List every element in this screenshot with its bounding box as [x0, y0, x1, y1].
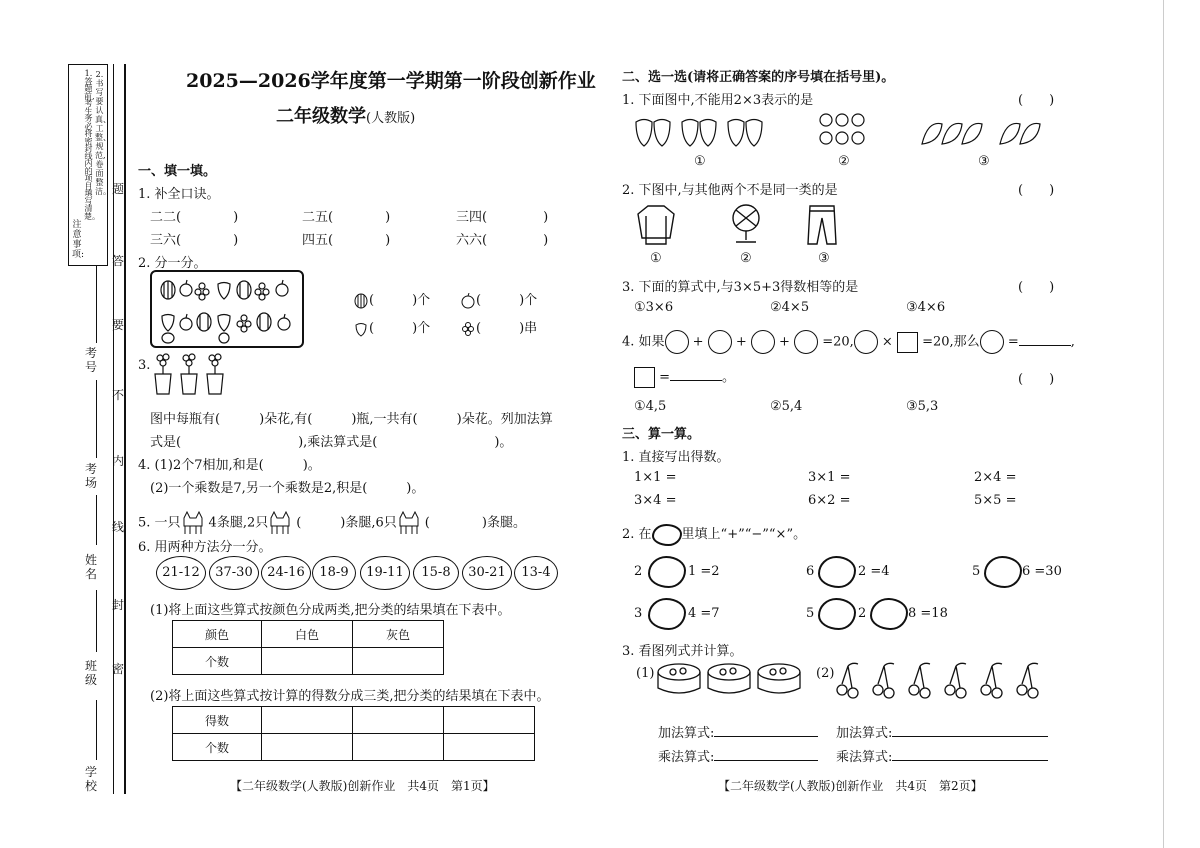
- notice-line-2: 2.书写要认真、工整、规范,卷面整洁。: [95, 70, 111, 196]
- watermelon-icon: [353, 293, 369, 309]
- c4-question: 4. 如果 + + + =20, × =20,那么 = ,: [622, 330, 1075, 354]
- c2-mark-1: ①: [650, 251, 662, 266]
- circle-shape: [751, 330, 775, 354]
- q4-part-1: 4. (1)2个7相加,和是( )。: [138, 458, 321, 473]
- result-table-cell[interactable]: [444, 734, 535, 761]
- c3-answer-paren[interactable]: ( ): [1018, 280, 1055, 295]
- field-xingming: 姓名: [84, 553, 97, 581]
- a3-1-multiplication-blank[interactable]: [714, 748, 818, 761]
- page-2-footer: 【二年级数学(人教版)创新作业 共4页 第2页】: [718, 779, 983, 793]
- cloud-shape: [652, 524, 682, 546]
- tomatoes-illustration: [818, 110, 878, 148]
- a2-blank-cloud[interactable]: [870, 598, 908, 630]
- q6-expr-5: 19-11: [360, 556, 410, 590]
- a3-2-multiplication: 乘法算式:: [836, 746, 1048, 765]
- section-3-heading: 三、算一算。: [622, 427, 701, 442]
- c3-option-3: ③4×6: [906, 300, 946, 315]
- c4-option-3: ③5,3: [906, 399, 939, 414]
- apple-icon: [460, 293, 476, 309]
- a2-heading: 2. 在 里填上“+”“−”“×”。: [622, 523, 806, 546]
- grape-icon: [460, 321, 476, 337]
- a2-row2-item1-left: 3: [634, 606, 643, 621]
- q2-grape-row: ( )串: [460, 317, 537, 337]
- a2-blank-cloud[interactable]: [818, 598, 856, 630]
- c2-answer-paren[interactable]: ( ): [1018, 183, 1055, 198]
- q1-item-4: 三六( ): [150, 233, 239, 248]
- q1-item-2: 二五( ): [302, 210, 391, 225]
- page-subtitle: [276, 102, 415, 128]
- color-table-header-gray: 灰色: [353, 621, 444, 648]
- q6-expr-3: 24-16: [261, 556, 311, 590]
- q2-strawberry-row: ( )个: [353, 317, 430, 337]
- result-table-row-result: 得数: [173, 707, 262, 734]
- q6-heading: 6. 用两种方法分一分。: [138, 540, 272, 555]
- a2-blank-cloud[interactable]: [984, 556, 1022, 588]
- a2-row1-item1-right: 1 =2: [688, 564, 720, 579]
- circle-shape: [794, 330, 818, 354]
- result-table-cell[interactable]: [262, 734, 353, 761]
- cat-icon: [181, 510, 209, 536]
- field-kaochang: 考场: [84, 462, 97, 490]
- a3-1-multiplication: 乘法算式:: [658, 746, 818, 765]
- c1-mark-3: ③: [978, 154, 990, 169]
- a1-item-6: 5×5 =: [974, 493, 1017, 508]
- q1-item-5: 四五( ): [302, 233, 391, 248]
- seal-char-1: 题: [111, 182, 124, 196]
- q5-row: 5. 一只 4条腿,2只 ( )条腿,6只 ( )条腿。: [138, 510, 526, 536]
- c4-option-2: ②5,4: [770, 399, 803, 414]
- q6-expr-6: 15-8: [413, 556, 459, 590]
- field-kaohao: 考号: [84, 346, 97, 374]
- seal-line-left: [113, 64, 114, 794]
- a1-item-3: 2×4 =: [974, 470, 1017, 485]
- c3-option-2: ②4×5: [770, 300, 810, 315]
- result-table-cell[interactable]: [353, 707, 444, 734]
- subtitle-edition: (人教版): [366, 111, 416, 126]
- c1-mark-2: ②: [838, 154, 850, 169]
- q6-expr-1: 21-12: [156, 556, 206, 590]
- a2-row2-item2-mid: 2: [858, 606, 867, 621]
- color-table-row-count: 个数: [173, 648, 262, 675]
- field-line-banji: [96, 590, 97, 652]
- q6-expr-7: 30-21: [462, 556, 512, 590]
- a2-blank-cloud[interactable]: [818, 556, 856, 588]
- a3-part-2-label: (2): [816, 666, 835, 681]
- a1-item-5: 6×2 =: [808, 493, 851, 508]
- page-title: 2025—2026学年度第一学期第一阶段创新作业: [186, 70, 596, 92]
- color-table-cell[interactable]: [353, 648, 444, 675]
- field-banji: 班级: [84, 659, 97, 687]
- color-table-header-white: 白色: [262, 621, 353, 648]
- circle-shape: [854, 330, 878, 354]
- field-line-xingming: [96, 495, 97, 545]
- q3-line-2: 式是( ),乘法算式是( )。: [150, 435, 513, 450]
- c4-circle-blank[interactable]: [1019, 333, 1071, 346]
- section-2-heading: 二、选一选(请将正确答案的序号填在括号里)。: [622, 70, 895, 85]
- c4-option-1: ①4,5: [634, 399, 667, 414]
- c2-question: 2. 下图中,与其他两个不是同一类的是: [622, 183, 838, 198]
- a3-2-addition-blank[interactable]: [892, 724, 1048, 737]
- notice-title: 注意事项:: [72, 220, 85, 260]
- notice-line-1: 1.答题前,考生务必将密封线内的项目填写清楚。: [84, 69, 100, 221]
- field-xuexiao: 学校: [84, 765, 97, 793]
- cat-icon: [397, 510, 425, 536]
- a1-item-4: 3×4 =: [634, 493, 677, 508]
- c4-square-blank[interactable]: [670, 368, 722, 381]
- a2-row2-item2-right: 8 =18: [908, 606, 948, 621]
- a1-item-1: 1×1 =: [634, 470, 677, 485]
- a2-blank-cloud[interactable]: [648, 556, 686, 588]
- a2-row1-item3-right: 6 =30: [1022, 564, 1062, 579]
- a3-1-addition: 加法算式:: [658, 722, 818, 741]
- field-line-kaochang: [96, 380, 97, 458]
- fruit-box: [150, 270, 304, 348]
- fan-icon: [728, 202, 764, 246]
- cherries-illustration: [836, 660, 1056, 704]
- q2-watermelon-row: ( )个: [353, 289, 430, 309]
- a2-blank-cloud[interactable]: [648, 598, 686, 630]
- a3-heading: 3. 看图列式并计算。: [622, 644, 743, 659]
- q3-line-1: 图中每瓶有( )朵花,有( )瓶,一共有( )朵花。列加法算: [150, 412, 553, 427]
- sweater-icon: [636, 202, 676, 246]
- a2-row1-item3-left: 5: [972, 564, 981, 579]
- q1-item-6: 六六( ): [456, 233, 549, 248]
- section-1-heading: 一、填一填。: [138, 164, 217, 179]
- a1-heading: 1. 直接写出得数。: [622, 450, 730, 465]
- a2-row2-item2-left: 5: [806, 606, 815, 621]
- circle-shape: [708, 330, 732, 354]
- q6-part-1: (1)将上面这些算式按颜色分成两类,把分类的结果填在下表中。: [150, 603, 511, 618]
- result-table-row-count: 个数: [173, 734, 262, 761]
- result-table-cell[interactable]: [444, 707, 535, 734]
- c3-option-1: ①3×6: [634, 300, 674, 315]
- c1-mark-1: ①: [694, 154, 706, 169]
- fruit-illustration: [152, 272, 302, 346]
- q2-apple-row: ( )个: [460, 289, 537, 309]
- seal-char-5: 内: [111, 454, 124, 468]
- q6-expr-2: 37-30: [209, 556, 259, 590]
- seal-char-6: 线: [111, 520, 124, 534]
- q1-heading: 1. 补全口诀。: [138, 187, 220, 202]
- a2-row1-item2-left: 6: [806, 564, 815, 579]
- result-table-cell[interactable]: [262, 707, 353, 734]
- seal-line-right: [124, 64, 126, 794]
- a2-row1-item2-right: 2 =4: [858, 564, 890, 579]
- strawberry-icon: [353, 321, 369, 337]
- seal-char-2: 答: [111, 254, 124, 268]
- q6-part-2: (2)将上面这些算式按计算的得数分成三类,把分类的结果填在下表中。: [150, 689, 550, 704]
- q3-number: 3.: [138, 358, 151, 373]
- a3-2-multiplication-blank[interactable]: [892, 748, 1048, 761]
- a2-row1-item1-left: 2: [634, 564, 643, 579]
- square-shape: [634, 367, 655, 388]
- q1-item-1: 二二( ): [150, 210, 239, 225]
- field-line-xuexiao: [96, 700, 97, 760]
- cat-icon: [268, 510, 296, 536]
- result-table-cell[interactable]: [353, 734, 444, 761]
- seal-char-4: 不: [111, 388, 124, 402]
- color-table-cell[interactable]: [262, 648, 353, 675]
- c2-mark-2: ②: [740, 251, 752, 266]
- q2-heading: 2. 分一分。: [138, 256, 207, 271]
- a1-item-2: 3×1 =: [808, 470, 851, 485]
- a3-1-addition-blank[interactable]: [714, 724, 818, 737]
- color-table: [172, 620, 444, 675]
- c4-square-row: = 。: [634, 366, 735, 388]
- field-line-kaohao: [96, 265, 97, 343]
- circle-shape: [980, 330, 1004, 354]
- c2-mark-3: ③: [818, 251, 830, 266]
- color-table-header-color: 颜色: [173, 621, 262, 648]
- seal-char-7: 封: [111, 598, 124, 612]
- q6-expr-8: 13-4: [514, 556, 558, 590]
- result-table: [172, 706, 535, 761]
- seal-char-3: 要: [111, 318, 124, 332]
- a3-2-addition: 加法算式:: [836, 722, 1048, 741]
- c3-question: 3. 下面的算式中,与3×5+3得数相等的是: [622, 280, 859, 295]
- dumpling-baskets-illustration: [656, 660, 806, 700]
- square-shape: [897, 332, 918, 353]
- mangoes-illustration: [918, 114, 1048, 154]
- c1-answer-paren[interactable]: ( ): [1018, 93, 1055, 108]
- right-edge-line: [1163, 0, 1164, 848]
- c1-question: 1. 下面图中,不能用2×3表示的是: [622, 93, 814, 108]
- q6-expr-4: 18-9: [312, 556, 356, 590]
- subtitle-grade: 二年级数学: [276, 106, 366, 127]
- a2-row2-item1-right: 4 =7: [688, 606, 720, 621]
- strawberries-illustration: [632, 114, 772, 154]
- page-1-footer: 【二年级数学(人教版)创新作业 共4页 第1页】: [230, 779, 495, 793]
- seal-char-8: 密: [111, 662, 124, 676]
- flower-vases-illustration: [150, 352, 230, 396]
- circle-shape: [665, 330, 689, 354]
- c4-answer-paren[interactable]: ( ): [1018, 372, 1055, 387]
- q4-part-2: (2)一个乘数是7,另一个乘数是2,积是( )。: [150, 481, 425, 496]
- a3-part-1-label: (1): [636, 666, 655, 681]
- pants-icon: [806, 202, 840, 246]
- q1-item-3: 三四( ): [456, 210, 549, 225]
